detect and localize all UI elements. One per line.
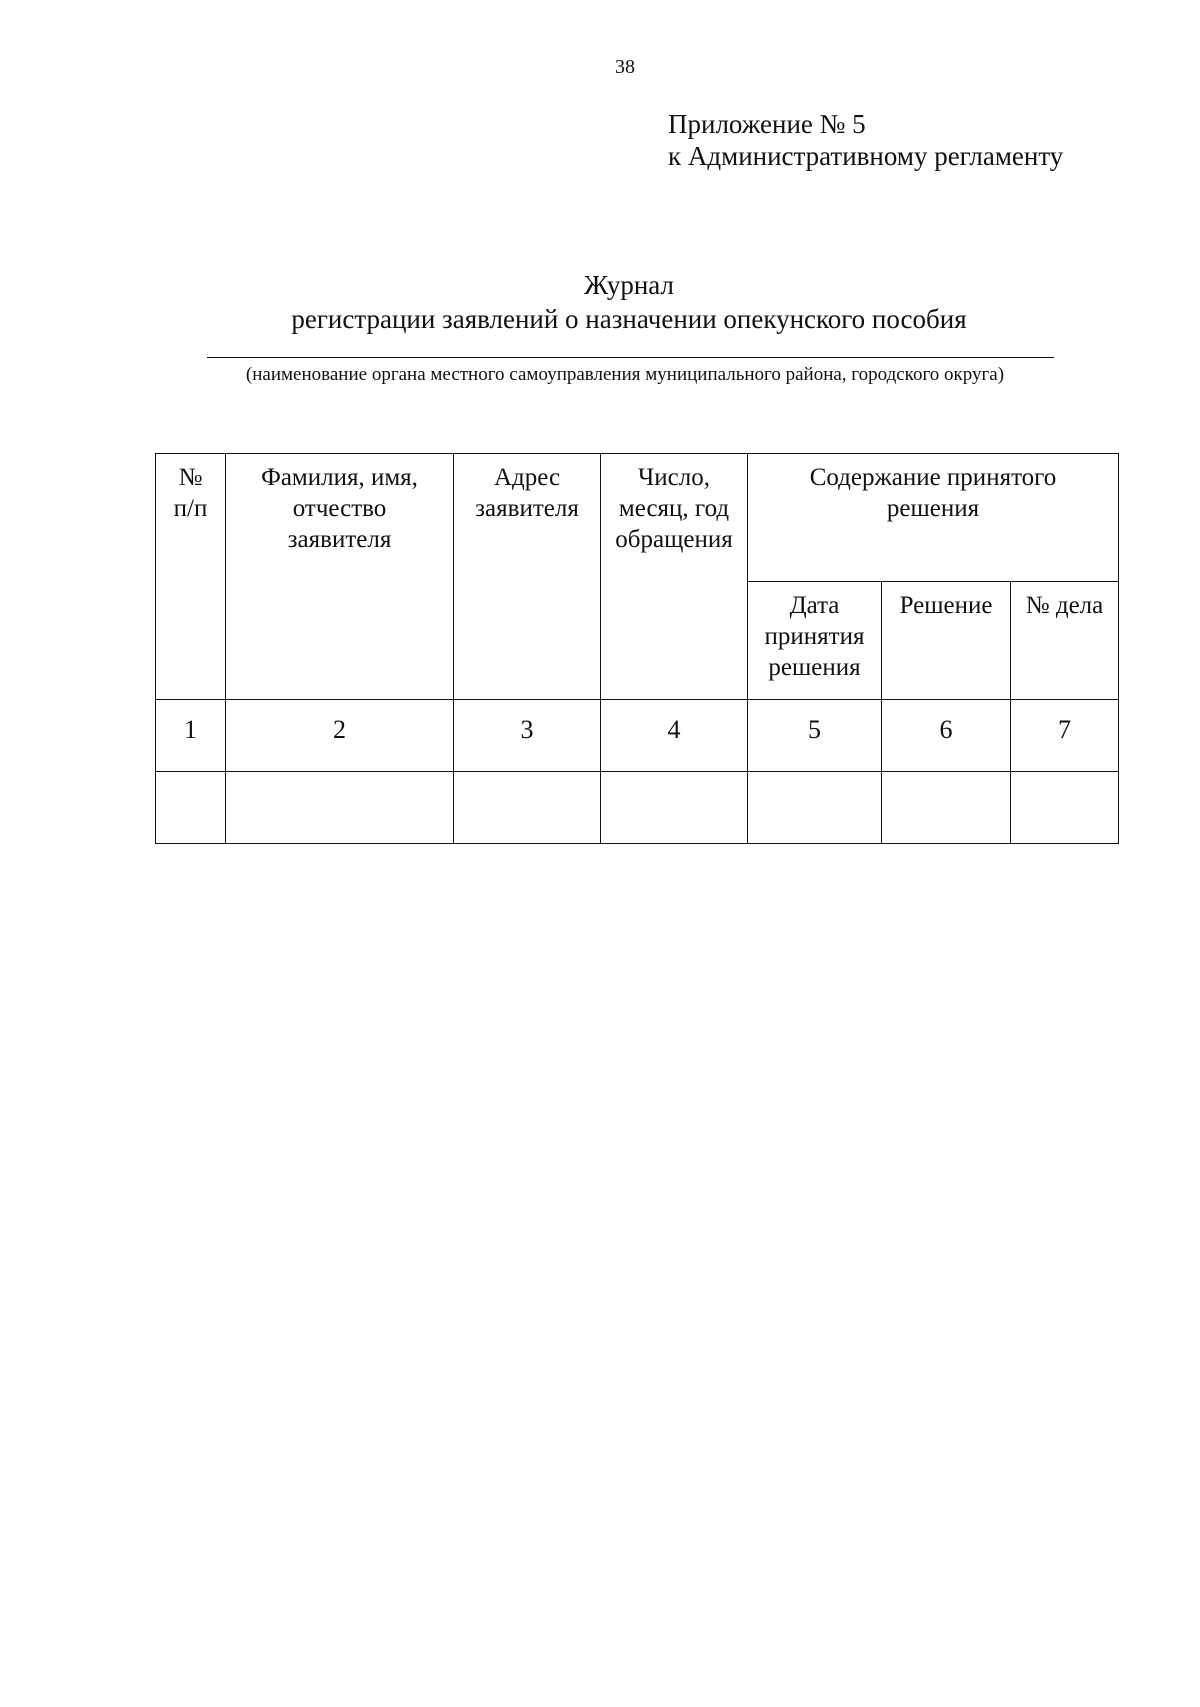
table-row <box>156 772 1119 844</box>
header-full-name-line-3: заявителя <box>287 526 392 553</box>
column-number: 7 <box>1011 700 1119 772</box>
header-num-line-2: п/п <box>173 495 208 522</box>
header-full-name-line-1: Фамилия, имя, <box>261 464 418 491</box>
header-num <box>156 454 226 700</box>
column-number: 4 <box>601 700 748 772</box>
header-decision-group <box>748 454 1119 582</box>
journal-title <box>0 268 1200 336</box>
header-decision <box>882 582 1011 700</box>
header-address-line-1: Адрес <box>493 464 561 491</box>
header-decision-line-1: Решение <box>899 592 993 619</box>
column-number: 5 <box>748 700 882 772</box>
header-decision-group-line-1: Содержание принятого <box>809 464 1057 491</box>
header-full-name-line-2: отчество <box>292 495 387 522</box>
header-decision-date-line-3: решения <box>768 654 861 681</box>
table-cell <box>1011 772 1119 844</box>
header-row-1 <box>156 454 1119 582</box>
header-decision-date-line-2: принятия <box>764 623 865 650</box>
column-number: 6 <box>882 700 1011 772</box>
header-case-number-line-1: № дела <box>1025 592 1104 619</box>
table-cell <box>454 772 601 844</box>
header-request-date <box>601 454 748 700</box>
organization-caption: (наименование органа местного самоуправления муниципального района, городского округа) <box>245 364 1005 385</box>
table-cell <box>748 772 882 844</box>
table-cell <box>156 772 226 844</box>
header-address-line-2: заявителя <box>475 495 579 522</box>
appendix-block <box>668 108 1063 172</box>
journal-title-line-2: регистрации заявлений о назначении опекунского пособия <box>291 304 967 334</box>
header-decision-group-line-2: решения <box>886 495 980 522</box>
header-decision-date-line-1: Дата <box>789 592 840 619</box>
header-request-date-line-3: обращения <box>615 526 733 553</box>
page-number: 38 <box>615 56 635 78</box>
header-case-number <box>1011 582 1119 700</box>
journal-title-line-1: Журнал <box>583 270 675 300</box>
appendix-line-2: к Административному регламенту <box>668 141 1064 171</box>
table-cell <box>226 772 454 844</box>
table-cell <box>882 772 1011 844</box>
header-decision-date <box>748 582 882 700</box>
registration-journal-table <box>155 453 1119 844</box>
header-num-line-1: № <box>178 464 203 491</box>
table-cell <box>601 772 748 844</box>
column-number: 3 <box>454 700 601 772</box>
header-request-date-line-1: Число, <box>638 464 710 491</box>
column-number: 2 <box>226 700 454 772</box>
column-number: 1 <box>156 700 226 772</box>
column-numbers-row <box>156 700 1119 772</box>
header-full-name <box>226 454 454 700</box>
header-address <box>454 454 601 700</box>
organization-name-line <box>207 357 1054 358</box>
appendix-line-1: Приложение № 5 <box>668 109 866 139</box>
header-request-date-line-2: месяц, год <box>618 495 730 522</box>
